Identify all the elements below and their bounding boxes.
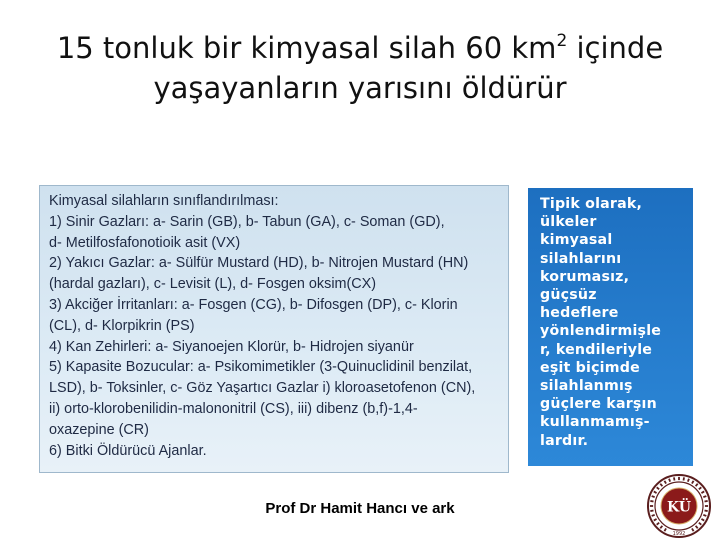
classification-line: Kimyasal silahların sınıflandırılması: [49, 193, 279, 209]
title-superscript: 2 [556, 31, 568, 51]
logo-monogram: KÜ [667, 499, 691, 516]
classification-line: ii) orto-klorobenilidin-malononitril (CS), iii) dibenz (b,f)-1,4- [49, 400, 418, 417]
side-note-line: güçsüz [540, 287, 597, 304]
classification-line: (CL), d- Klorpikrin (PS) [49, 317, 195, 334]
logo-ring-mark [650, 505, 653, 507]
side-note-line: kullanmamış- [540, 414, 650, 431]
classification-line: 1) Sinir Gazları: a- Sarin (GB), b- Tabun (GA), c- Soman (GD), [49, 213, 445, 230]
side-note-line: silahlanmış [540, 378, 633, 395]
slide-title-line-1 [0, 28, 720, 68]
logo-ring-mark [705, 505, 708, 507]
side-note-line: hedeflere [540, 305, 619, 322]
side-note-line: kimyasal [540, 232, 613, 249]
classification-line: 6) Bitki Öldürücü Ajanlar. [49, 442, 207, 459]
logo-ring-mark [678, 477, 680, 480]
side-note-line: r, kendileriyle [540, 341, 653, 358]
title-text-before: 15 tonluk bir kimyasal silah 60 km [56, 31, 557, 65]
university-logo [646, 473, 712, 539]
side-note-line: silahlarını [540, 250, 622, 267]
classification-box [39, 185, 509, 473]
classification-line: 3) Akciğer İrritanları: a- Fosgen (CG), b- Difosgen (DP), c- Klorin [49, 296, 458, 313]
logo-year: 1992 [672, 531, 686, 537]
classification-line: (hardal gazları), c- Levisit (L), d- Fosgen oksim(CX) [49, 276, 377, 293]
classification-line: 2) Yakıcı Gazlar: a- Sülfür Mustard (HD), b- Nitrojen Mustard (HN) [49, 255, 469, 272]
classification-line: d- Metilfosfafonotioik asit (VX) [49, 234, 241, 251]
footer-author: Prof Dr Hamit Hancı ve ark [265, 500, 455, 517]
classification-line: 4) Kan Zehirleri: a- Siyanoejen Klorür, b- Hidrojen siyanür [49, 338, 414, 355]
classification-line: oxazepine (CR) [49, 421, 149, 438]
side-note-box [528, 188, 693, 466]
slide-title-line-2: yaşayanların yarısını öldürür [153, 71, 567, 105]
classification-line: 5) Kapasite Bozucular: a- Psikomimetikler (3-Quinuclidinil benzilat, [49, 359, 473, 376]
side-note-line: ülkeler [540, 214, 597, 231]
side-note-line: yönlendirmişle [540, 323, 662, 340]
title-text-after: içinde [567, 31, 664, 65]
side-note-line: Tipik olarak, [540, 196, 643, 212]
side-note-line: lardır. [540, 432, 589, 449]
classification-line: LSD), b- Toksinler, c- Göz Yaşartıcı Gazlar i) kloroasetofenon (CN), [49, 380, 476, 397]
side-note-line: korumasız, [540, 268, 630, 285]
side-note-line: eşit biçimde [540, 359, 640, 376]
side-note-line: güçlere karşın [540, 396, 657, 413]
slide-title [0, 28, 720, 108]
